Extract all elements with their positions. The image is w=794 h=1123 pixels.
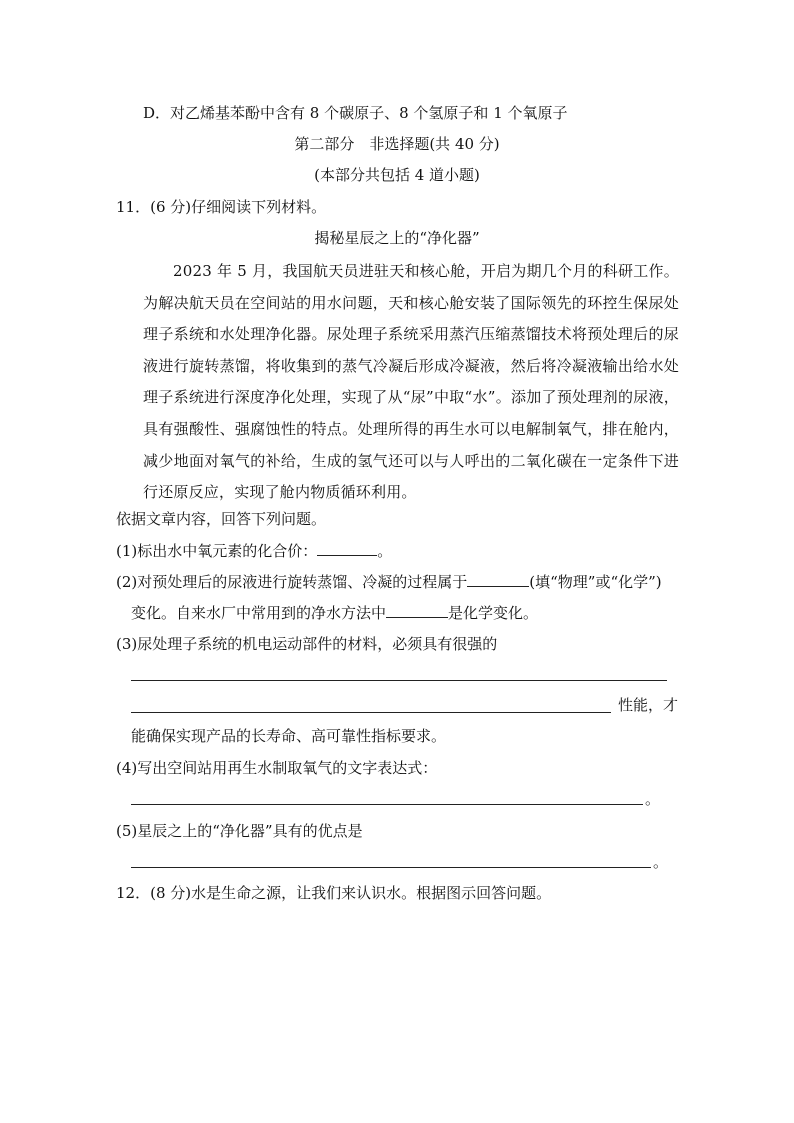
article-body	[143, 256, 679, 509]
sub-question-2-end: 是化学变化。	[448, 604, 539, 622]
sub-question-3: (3)尿处理子系统的机电运动部件的材料，必须具有很强的	[116, 635, 498, 653]
answer-line-4[interactable]	[131, 804, 643, 805]
sub-question-2-text: (2)对预处理后的尿液进行旋转蒸馏、冷凝的过程属于	[116, 573, 468, 591]
sub-question-2-hint: (填“物理”或“化学”)	[529, 573, 662, 591]
question-12-stem: 12．(8 分)水是生命之源，让我们来认识水。根据图示回答问题。	[116, 884, 552, 902]
sub-question-5: (5)星辰之上的“净化器”具有的优点是	[116, 822, 363, 840]
article-title: 揭秘星辰之上的“净化器”	[314, 229, 480, 247]
part-title: 第二部分 非选择题(共 40 分)	[294, 135, 500, 153]
sub-question-2-cont	[131, 603, 538, 623]
sub-question-2	[116, 572, 662, 592]
sub-question-4-end: 。	[645, 790, 661, 808]
sub-question-1	[116, 541, 392, 561]
question-11-stem: 11．(6 分)仔细阅读下列材料。	[116, 198, 327, 216]
sub-question-3-cont: 能确保实现产品的长寿命、高可靠性指标要求。	[131, 727, 447, 745]
instruction: 依据文章内容，回答下列问题。	[116, 510, 327, 528]
answer-blank-1[interactable]	[317, 541, 377, 556]
part-note: (本部分共包括 4 道小题)	[314, 166, 480, 184]
answer-line-3a[interactable]	[131, 680, 667, 681]
sub-question-2-text-b: 变化。自来水厂中常用到的净水方法中	[131, 604, 387, 622]
sub-question-5-end: 。	[653, 853, 669, 871]
answer-blank-2b[interactable]	[386, 603, 448, 618]
option-d: D．对乙烯基苯酚中含有 8 个碳原子、8 个氢原子和 1 个氧原子	[143, 104, 568, 122]
article-paragraph: 2023 年 5 月，我国航天员进驻天和核心舱，开启为期几个月的科研工作。为解决航天员在空间站的用水问题，天和核心舱安装了国际领先的环控生保尿处理子系统和水处理净化器。尿处理子系统采用蒸汽压缩蒸馏技术将预处理后的尿液进行旋转蒸馏，将收集到的蒸气冷凝后形成冷凝液，然后将冷凝液输出给水处理子系统进行深度净化处理，实现了从“尿”中取“水”。添加了预处理剂的尿液，具有强酸性、强腐蚀性的特点。处理所得的再生水可以电解制氧气，排在舱内，减少地面对氧气的补给，生成的氢气还可以与人呼出的二氧化碳在一定条件下进行还原反应，实现了舱内物质循环利用。	[143, 262, 679, 502]
sub-question-4: (4)写出空间站用再生水制取氧气的文字表达式：	[116, 759, 438, 777]
answer-line-3b[interactable]	[131, 712, 611, 713]
answer-blank-2a[interactable]	[467, 572, 529, 587]
answer-line-5[interactable]	[131, 867, 651, 868]
sub-question-1-text: (1)标出水中氧元素的化合价：	[116, 542, 318, 560]
sub-question-3-suffix: 性能，才	[618, 696, 679, 714]
sub-question-1-end: 。	[377, 542, 393, 560]
